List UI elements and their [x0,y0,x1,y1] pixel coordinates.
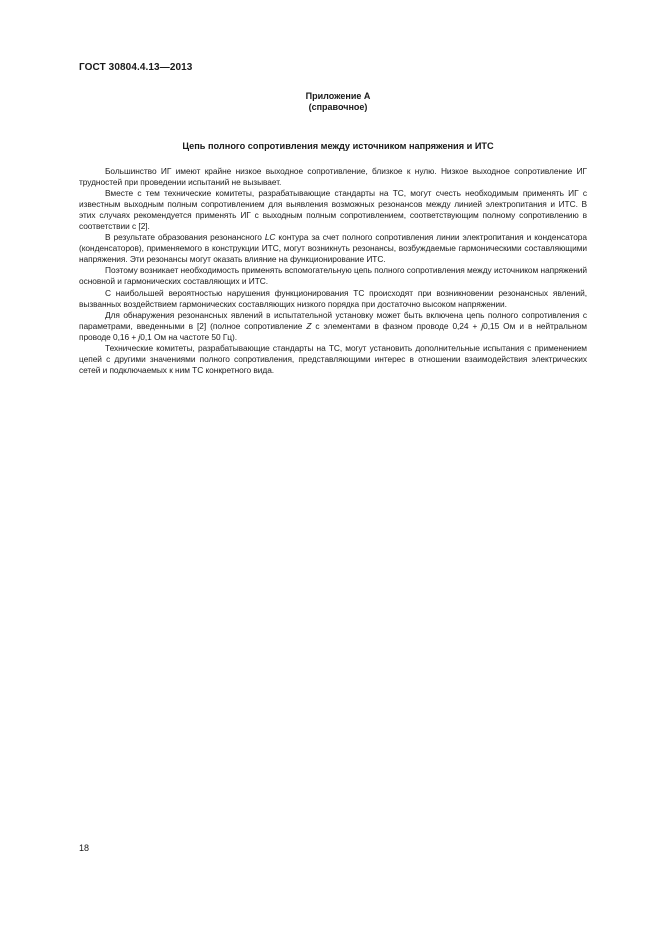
document-header-code: ГОСТ 30804.4.13—2013 [79,62,193,73]
paragraph-1: Большинство ИГ имеют крайне низкое выходное сопротивление, близкое к нулю. Низкое выходное сопротивление ИГ трудностей при проведении испытаний не вызывает. [79,166,587,188]
paragraph-6 [79,310,587,343]
body-text [79,166,587,376]
paragraph-3-italic-lc: LC [264,232,276,243]
annex-title: Приложение А [305,91,371,101]
paragraph-2: Вместе с тем технические комитеты, разрабатывающие стандарты на ТС, могут счесть необходимым применять ИГ с известным выходным полным сопротивлением для выявления возможных резонансов между линией электропитания и ИТС. В этих случаях рекомендуется применять ИГ с выходным полным сопротивлением, соответствующим полному сопротивлению в соответствии с [2]. [79,188,587,232]
annex-heading [79,91,597,113]
paragraph-6-text-c: 0,15 Ом и в нейтральном проводе 0,16 + [79,320,587,342]
paragraph-5: С наибольшей вероятностью нарушения функционирования ТС происходят при возникновении резонансных явлений, вызванных воздействием гармонических составляющих низкого порядка при достаточно высоком напряжении. [79,287,587,309]
paragraph-6-text-b: с элементами в фазном проводе 0,24 + [311,320,482,331]
paragraph-3-text-a: В результате образования резонансного [105,232,265,243]
page-number: 18 [79,843,90,853]
annex-subtitle: (справочное) [308,102,368,112]
paragraph-6-italic-z: Z [306,320,312,331]
paragraph-6-text-d: 0,1 Ом на частоте 50 Гц). [140,331,238,342]
paragraph-6-italic-j2: j [138,331,141,342]
paragraph-7: Технические комитеты, разрабатывающие стандарты на ТС, могут установить дополнительные испытания с применением цепей с другими значениями полного сопротивления, представляющими интерес в отношении взаимодействия электрических сетей и подключаемых к ним ТС конкретного вида. [79,342,587,375]
paragraph-3-text-b: контура за счет полного сопротивления линии электропитания и конденсатора (конденсаторов), применяемого в конструкции ИТС, могут возникнуть резонансы, возбуждаемые гармоническими составляющими напряжения. Эти резонансы могут оказать влияние на функционирование ИТС. [79,232,587,265]
paragraph-6-italic-j1: j [481,320,484,331]
paragraph-6-text-a: Для обнаружения резонансных явлений в испытательной установку может быть включена цепь полного сопротивления с параметрами, введенными в [2] (полное сопротивление [79,309,587,331]
paragraph-3 [79,232,587,265]
paragraph-4: Поэтому возникает необходимость применять вспомогательную цепь полного сопротивления между источником напряжений основной и гармонических составляющих и ИТС. [79,265,587,287]
section-title: Цепь полного сопротивления между источником напряжения и ИТС [182,141,494,151]
